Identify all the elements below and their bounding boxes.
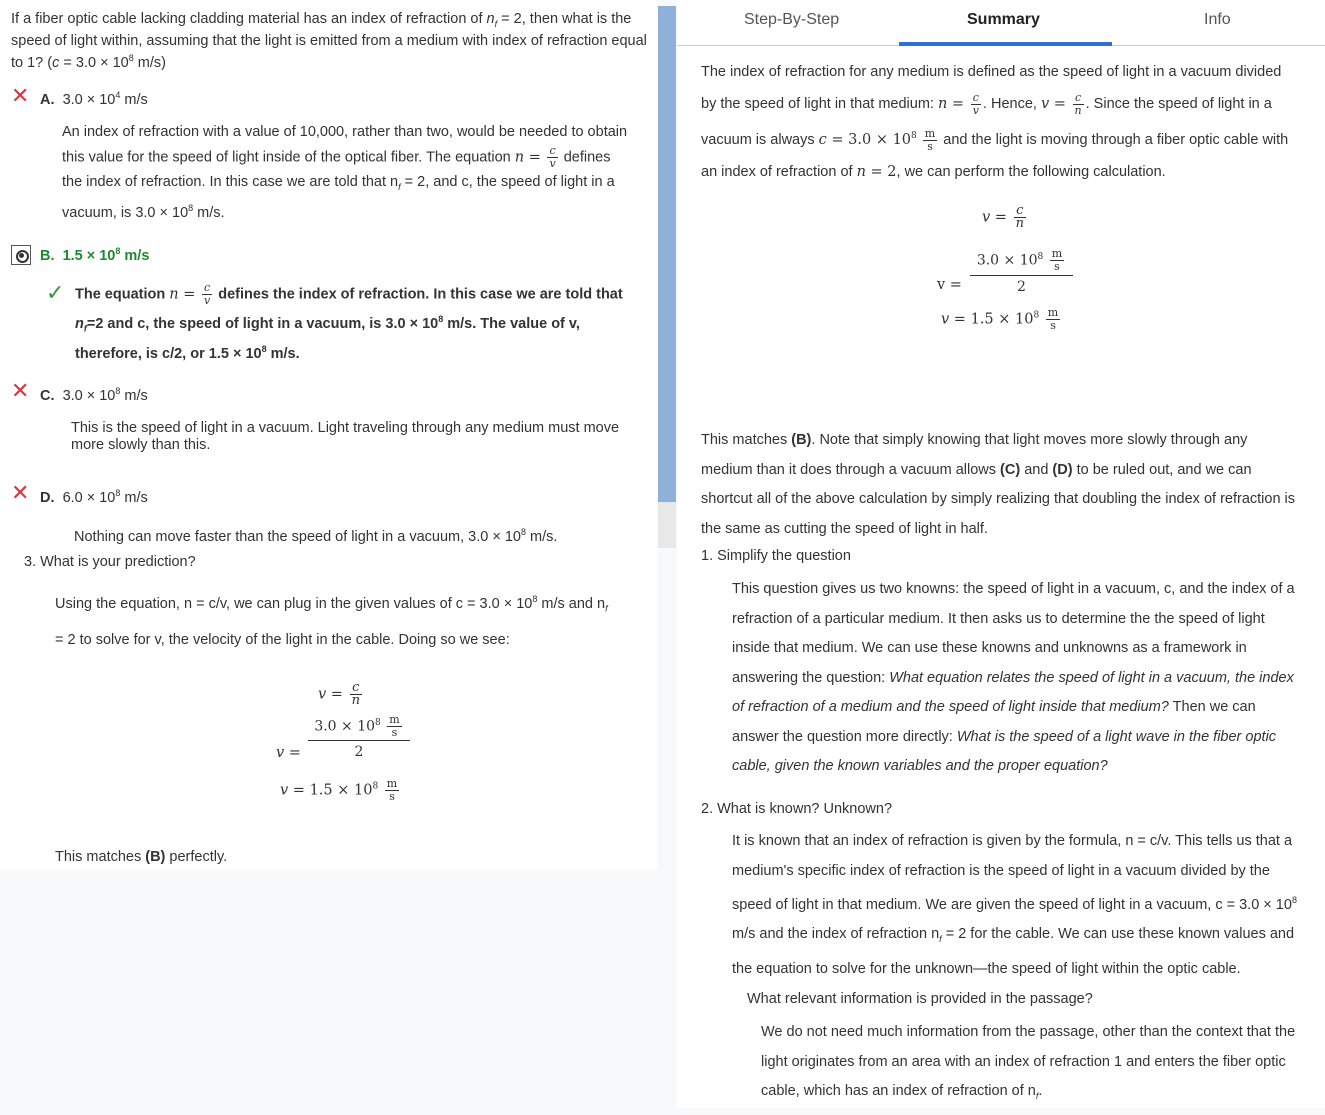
tab-bar: [677, 0, 1325, 46]
step-3-text: We do not need much information from the passage, other than the context that the light originates from an area with an index of refraction 1 and enters the fiber optic cable, which has an index of refraction of $n_f$.: [761, 1024, 1296, 1101]
summary-equation-v-lhs: v =: [937, 277, 962, 293]
explanation-a: An index of refraction with a value of 10,000, rather than two, would be needed to obtain this value for the speed of light inside of the optical fiber. The equation n = $\frac{c}{v}$ defines the index of refraction. In this case we are told that $n_f = 2$, and c, the speed of light in a vacuum, is $3.0 \times 10^8$ m/s.: [62, 124, 628, 222]
explanation-d: Nothing can move faster than the speed of light in a vacuum, $3.0 \times 10^8$ m/s.: [74, 527, 558, 545]
step-1-text: This question gives us two knowns: the speed of light in a vacuum, c, and the index of a refraction of a particular medium. It then asks us to determine the the speed of light inside that medium. We can use these knowns and unknowns as a framework in answering the question: What equation relates the speed of light in a vacuum, the index of refraction of a medium and the speed of light inside that medium? Then we can answer the question more directly: What is the speed of a light wave in the fiber optic cable, given the known variables and the proper equation?: [732, 581, 1295, 774]
summary-equation-v-c-over-n: v = $\frac{c}{n}$: [982, 203, 1024, 231]
step-3-heading: What relevant information is provided in the passage?: [747, 991, 1093, 1007]
option-a[interactable]: A. $3.0 \times 10^4$ m/s: [40, 90, 148, 108]
step-2-text: It is known that an index of refraction is given by the formula, n = c/v. This tells us that a medium's specific index of refraction is the speed of light in a vacuum divided by the speed of light in that medium. We are given the speed of light in a vacuum, $c = 3.0 \times 10^8$ m/s and the index of refraction $n_f = 2$ for the cable. We can use these known values and the equation to solve for the unknown—the speed of light within the optic cable.: [732, 833, 1297, 977]
wrong-x-icon: ✕: [11, 83, 30, 108]
wrong-x-icon: ✕: [11, 378, 30, 403]
prediction-match: This matches (B) perfectly.: [55, 849, 228, 865]
equation-fraction: $3.0 \times 10^8$ $\frac{m}{s}$ 2: [308, 710, 410, 763]
summary-conclusion: This matches (B). Note that simply knowing that light moves more slowly through any medium than it does through a vacuum allows (C) and (D) to be ruled out, and we can shortcut all of the above calculation by simply realizing that doubling the index of refraction is the same as cutting the speed of light in half.: [701, 432, 1296, 537]
scrollbar[interactable]: [658, 6, 676, 548]
explanation-c: This is the speed of light in a vacuum. Light traveling through any medium must move more slowly than this.: [71, 420, 620, 453]
equation-v-c-over-n: v = $\frac{c}{n}$: [318, 680, 360, 708]
equation-v-lhs: v =: [276, 745, 301, 761]
question-panel: [0, 0, 657, 870]
wrong-x-icon: ✕: [11, 480, 30, 505]
tab-info[interactable]: Info: [1204, 11, 1231, 28]
explanation-b: The equation n = $\frac{c}{v}$ defines the index of refraction. In this case we are told that $n_f=2$ and c, the speed of light in a vacuum, is $3.0 \times 10^8$ m/s. The value of v, therefore, is c/2, or $1.5 \times 10^8$ m/s.: [75, 281, 623, 362]
prediction-heading: 3. What is your prediction?: [24, 554, 196, 570]
active-tab-indicator: [899, 42, 1112, 46]
option-c[interactable]: C. $3.0 \times 10^8$ m/s: [40, 386, 148, 404]
step-2-heading: 2. What is known? Unknown?: [701, 801, 893, 817]
summary-equation-fraction: $3.0 \times 10^8$ $\frac{m}{s}$ 2: [970, 243, 1073, 298]
explanation-panel: [677, 0, 1325, 1108]
scrollbar-thumb[interactable]: [658, 6, 676, 502]
question-text: If a fiber optic cable lacking cladding material has an index of refraction of $n_f = 2$, then what is the speed of light within, assuming that the light is emitted from a medium with index of refraction equal to 1? ($c = 3.0 \times 10^8$ m/s): [11, 11, 647, 71]
option-b[interactable]: B. $1.5 \times 10^8$ m/s: [40, 246, 150, 264]
summary-intro: The index of refraction for any medium is defined as the speed of light in a vacuum divided by the speed of light in that medium: n = $\frac{c}{v}$ . Hence, v = $\frac{c}{n}$ . Since the speed of light in a vacuum is always $c = 3.0 \times 10^8$ $\frac{m}{s}$ and the light is moving through a fiber optic cable with an index of refraction of n = 2, we can perform the following calculation.: [701, 64, 1289, 180]
option-d[interactable]: D. $6.0 \times 10^8$ m/s: [40, 488, 148, 506]
correct-check-icon: ✓: [46, 280, 65, 305]
summary-equation-result: $v = 1.5 \times 10^8$ $\frac{m}{s}$: [941, 306, 1059, 332]
tab-step-by-step[interactable]: Step-By-Step: [744, 11, 840, 28]
tab-summary[interactable]: Summary: [967, 11, 1040, 28]
step-1-heading: 1. Simplify the question: [701, 548, 851, 564]
equation-result: $v = 1.5 \times 10^8$ $\frac{m}{s}$: [280, 777, 398, 803]
selected-radio-icon: [11, 245, 31, 265]
prediction-text: Using the equation, n = c/v, we can plug in the given values of $c = 3.0 \times 10^8$ m/s and $n_f$ = 2 to solve for v, the velocity of the light in the cable. Doing so we see:: [55, 594, 608, 648]
